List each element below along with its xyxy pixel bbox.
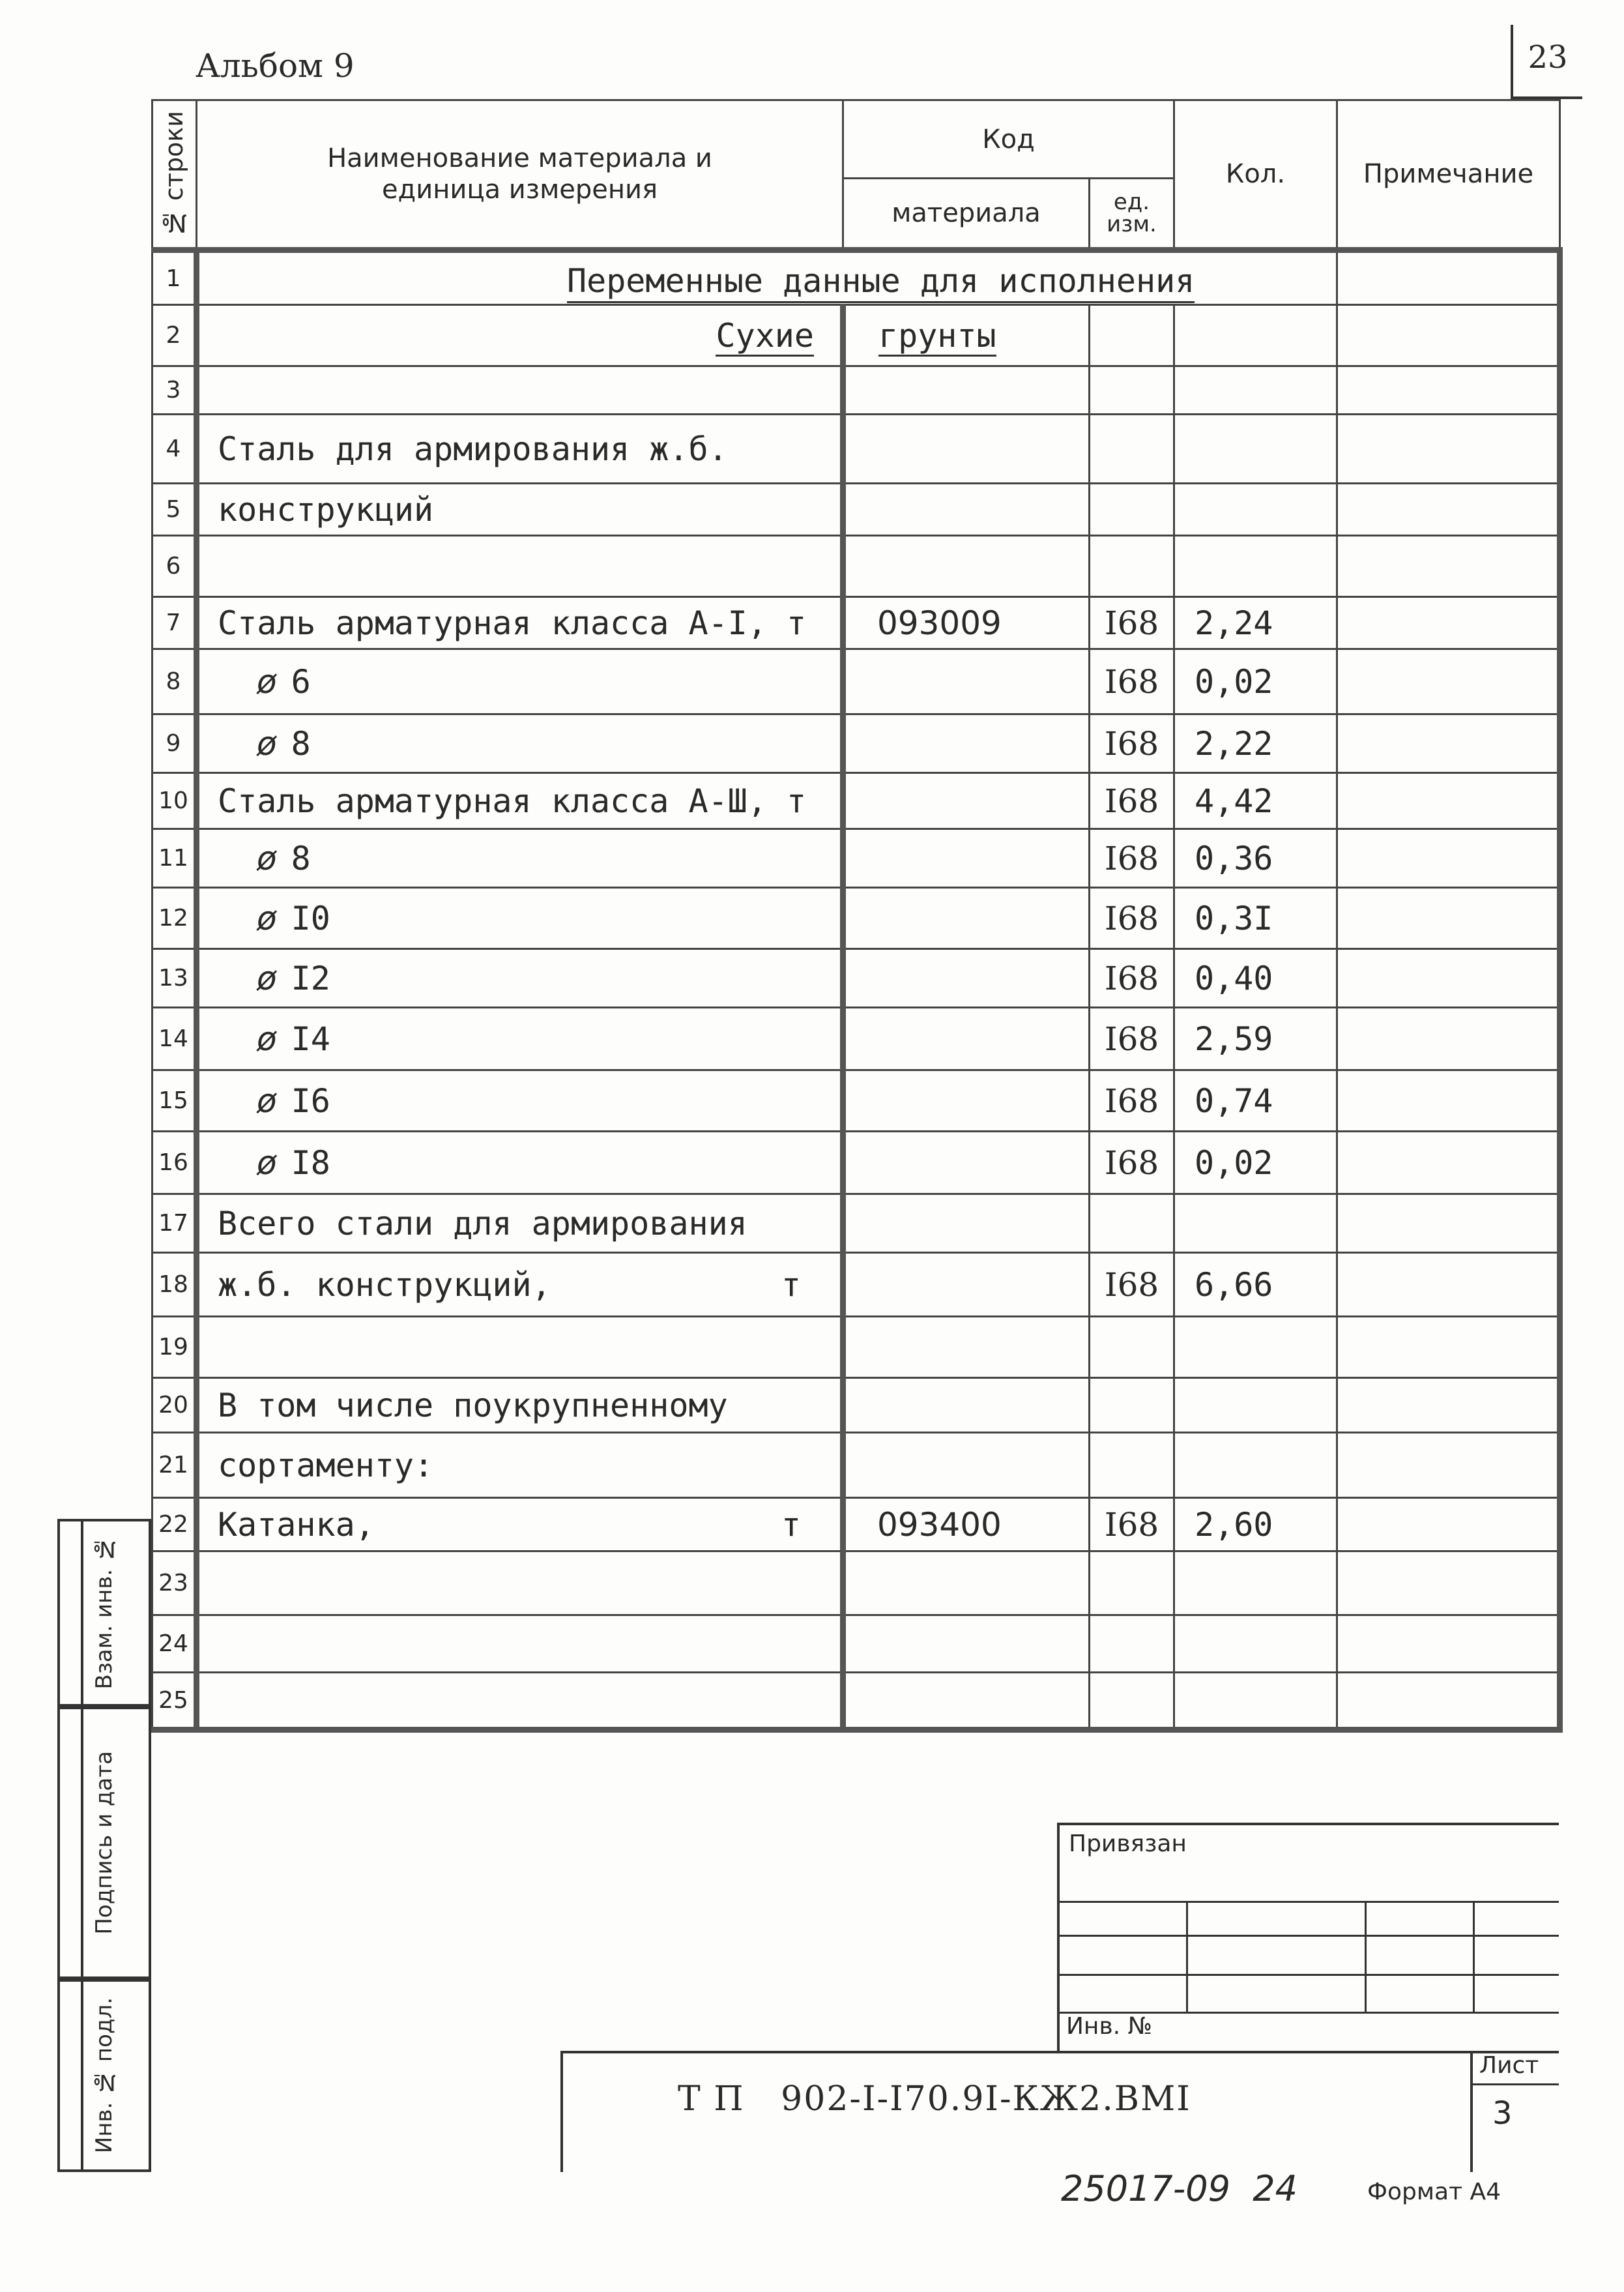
- note-cell: [1337, 1132, 1560, 1194]
- quantity: 0,36: [1174, 829, 1337, 888]
- quantity: [1174, 1615, 1337, 1673]
- table-row: [152, 1433, 1560, 1498]
- material-code: [843, 415, 1090, 484]
- col-header-row-no: № строки: [152, 100, 197, 250]
- unit-code: I68: [1090, 1070, 1174, 1132]
- unit-code: I68: [1090, 714, 1174, 773]
- diameter-value: I6: [291, 1081, 330, 1120]
- material-code: [843, 1194, 1090, 1253]
- note-cell: [1337, 250, 1560, 305]
- sheet-label: Лист: [1479, 2052, 1539, 2079]
- note-cell: [1337, 888, 1560, 949]
- material-name: сортаменту:: [197, 1433, 843, 1498]
- diameter-value: I0: [291, 899, 330, 937]
- note-cell: [1337, 536, 1560, 597]
- stamp-vzam-inv: Взам. инв. №: [57, 1519, 151, 1707]
- diameter-value: I2: [291, 959, 330, 997]
- note-cell: [1337, 1378, 1560, 1433]
- row-number: 3: [152, 366, 197, 415]
- title-line: [560, 2051, 1559, 2053]
- table-row: [152, 484, 1560, 536]
- material-code: [843, 1070, 1090, 1132]
- unit-code: [1090, 484, 1174, 536]
- note-cell: [1337, 1498, 1560, 1551]
- quantity: [1174, 1317, 1337, 1378]
- material-name: [197, 829, 843, 888]
- unit-code: I68: [1090, 1253, 1174, 1317]
- title-line: [1057, 1974, 1559, 1976]
- note-cell: [1337, 1253, 1560, 1317]
- row-number: 4: [152, 415, 197, 484]
- row-number: 7: [152, 597, 197, 649]
- material-name: [197, 1070, 843, 1132]
- row-number: 24: [152, 1615, 197, 1673]
- material-code: [843, 714, 1090, 773]
- inv-label: Инв. №: [1066, 2013, 1153, 2040]
- col-header-code: Код: [843, 100, 1174, 179]
- row-number: 16: [152, 1132, 197, 1194]
- table-row: [152, 536, 1560, 597]
- diameter-value: I8: [291, 1143, 330, 1182]
- unit-code: I68: [1090, 829, 1174, 888]
- unit-code: [1090, 1433, 1174, 1498]
- unit-code: I68: [1090, 597, 1174, 649]
- unit-code: [1090, 1673, 1174, 1730]
- material-code: [843, 1433, 1090, 1498]
- quantity: 0,3I: [1174, 888, 1337, 949]
- quantity: 2,60: [1174, 1498, 1337, 1551]
- col-header-name: Наименование материала и единица измерения: [197, 100, 843, 250]
- material-code: [843, 484, 1090, 536]
- diameter-value: 8: [291, 724, 311, 763]
- row-number: 25: [152, 1673, 197, 1730]
- diameter-icon: ø: [257, 724, 277, 763]
- title-line: [1057, 1935, 1559, 1937]
- row-number: 14: [152, 1008, 197, 1070]
- unit-code: [1090, 1615, 1174, 1673]
- quantity: [1174, 1551, 1337, 1615]
- quantity: [1174, 536, 1337, 597]
- row-number: 17: [152, 1194, 197, 1253]
- unit-code: I68: [1090, 949, 1174, 1008]
- quantity: [1174, 484, 1337, 536]
- unit-code: I68: [1090, 1008, 1174, 1070]
- col-header-code-unit: ед. изм.: [1090, 179, 1174, 250]
- quantity: 2,24: [1174, 597, 1337, 649]
- diameter-value: I4: [291, 1020, 330, 1058]
- material-code: [843, 949, 1090, 1008]
- material-name: [197, 1008, 843, 1070]
- row-number: 19: [152, 1317, 197, 1378]
- table-row: [152, 1498, 1560, 1551]
- note-cell: [1337, 1070, 1560, 1132]
- unit-code: [1090, 366, 1174, 415]
- unit-code: I68: [1090, 773, 1174, 829]
- quantity: [1174, 1433, 1337, 1498]
- note-cell: [1337, 829, 1560, 888]
- material-name: [197, 888, 843, 949]
- material-name: [197, 714, 843, 773]
- row-number: 10: [152, 773, 197, 829]
- note-cell: [1337, 1008, 1560, 1070]
- table-row: [152, 1070, 1560, 1132]
- unit-code: I68: [1090, 1498, 1174, 1551]
- row-number: 5: [152, 484, 197, 536]
- table-row: [152, 1317, 1560, 1378]
- unit-cell: [1090, 305, 1174, 366]
- unit-code: [1090, 536, 1174, 597]
- table-row: [152, 597, 1560, 649]
- title-line: [1365, 1901, 1367, 2013]
- note-cell: [1337, 1317, 1560, 1378]
- table-body: [152, 250, 1560, 1730]
- sheet-number: 3: [1492, 2095, 1513, 2132]
- unit-code: I68: [1090, 649, 1174, 714]
- unit-suffix: т: [781, 1505, 801, 1544]
- title-line: [1470, 2083, 1559, 2085]
- qty-cell: [1174, 305, 1337, 366]
- title-line: [1186, 1901, 1188, 2013]
- quantity: 6,66: [1174, 1253, 1337, 1317]
- material-name: Сталь арматурная класса А-Ш, т: [197, 773, 843, 829]
- material-name: В том числе поукрупненному: [197, 1378, 843, 1433]
- material-code: [843, 366, 1090, 415]
- material-code: [843, 1378, 1090, 1433]
- materials-table: [151, 99, 1563, 1733]
- stamp-divider: [81, 1519, 83, 2172]
- title-line: [1057, 1823, 1559, 1825]
- material-name: Всего стали для армирования: [197, 1194, 843, 1253]
- note-cell: [1337, 949, 1560, 1008]
- table-row: [152, 1132, 1560, 1194]
- col-header-qty: Кол.: [1174, 100, 1337, 250]
- material-name: Сталь арматурная класса А-I, т: [197, 597, 843, 649]
- unit-code: [1090, 1194, 1174, 1253]
- quantity: [1174, 1673, 1337, 1730]
- table-row: [152, 1551, 1560, 1615]
- table-row: [152, 366, 1560, 415]
- quantity: 0,74: [1174, 1070, 1337, 1132]
- table-row: [152, 1008, 1560, 1070]
- row-number: 1: [152, 250, 197, 305]
- diameter-icon: ø: [257, 899, 277, 937]
- stamp-inv-podl: Инв. № подл.: [57, 1979, 151, 2172]
- document-designation: Т П 902-I-I70.9I-КЖ2.ВМI: [678, 2079, 1191, 2119]
- table-row: [152, 305, 1560, 366]
- table-row: [152, 714, 1560, 773]
- material-code: [843, 1253, 1090, 1317]
- table-row: [152, 250, 1560, 305]
- material-name: [197, 949, 843, 1008]
- heading-dry: Сухие: [197, 305, 843, 366]
- unit-code: [1090, 1551, 1174, 1615]
- title-line: [560, 2051, 563, 2172]
- page-number-box: [1511, 25, 1582, 99]
- unit-code: [1090, 415, 1174, 484]
- note-cell: [1337, 484, 1560, 536]
- note-cell: [1337, 649, 1560, 714]
- row-number: 22: [152, 1498, 197, 1551]
- material-name: [197, 649, 843, 714]
- table-row: [152, 1615, 1560, 1673]
- title-line: [1473, 1901, 1475, 2013]
- album-label: Альбом 9: [196, 47, 355, 85]
- quantity: 0,40: [1174, 949, 1337, 1008]
- unit-code: I68: [1090, 888, 1174, 949]
- table-row: [152, 949, 1560, 1008]
- row-number: 6: [152, 536, 197, 597]
- diameter-icon: ø: [257, 839, 277, 877]
- row-number: 15: [152, 1070, 197, 1132]
- material-name: [197, 1673, 843, 1730]
- table-row: [152, 1194, 1560, 1253]
- material-code: [843, 1008, 1090, 1070]
- material-name: Катанка, т: [197, 1498, 843, 1551]
- material-code: [843, 888, 1090, 949]
- note-cell: [1337, 415, 1560, 484]
- diameter-icon: ø: [257, 662, 277, 701]
- diameter-value: 8: [291, 839, 311, 877]
- material-code: 093400: [843, 1498, 1090, 1551]
- row-number: 21: [152, 1433, 197, 1498]
- table-row: [152, 415, 1560, 484]
- table-row: [152, 888, 1560, 949]
- title-line: [1057, 1823, 1060, 2051]
- row-number: 13: [152, 949, 197, 1008]
- quantity: 2,22: [1174, 714, 1337, 773]
- table-row: [152, 773, 1560, 829]
- material-name: [197, 1132, 843, 1194]
- material-code: [843, 773, 1090, 829]
- unit-code: [1090, 1317, 1174, 1378]
- title-line: [1057, 1901, 1559, 1903]
- stamp-podpis-data: Подпись и дата: [57, 1707, 151, 1979]
- note-cell: [1337, 1194, 1560, 1253]
- format-label: Формат А4: [1367, 2179, 1501, 2205]
- diameter-icon: ø: [257, 1081, 277, 1120]
- material-name: ж.б. конструкций, т: [197, 1253, 843, 1317]
- note-cell: [1337, 366, 1560, 415]
- row-number: 20: [152, 1378, 197, 1433]
- row-number: 18: [152, 1253, 197, 1317]
- page-number: 23: [1528, 39, 1568, 76]
- material-code: [843, 1673, 1090, 1730]
- quantity: [1174, 366, 1337, 415]
- row-number: 11: [152, 829, 197, 888]
- material-name: [197, 366, 843, 415]
- handwritten-code: 25017-09 24: [1061, 2168, 1298, 2209]
- unit-suffix: т: [781, 1265, 801, 1304]
- quantity: [1174, 1378, 1337, 1433]
- note-cell: [1337, 1615, 1560, 1673]
- row-number: 9: [152, 714, 197, 773]
- col-header-note: Примечание: [1337, 100, 1560, 250]
- table-row: [152, 1673, 1560, 1730]
- row-number: 8: [152, 649, 197, 714]
- table-row: [152, 1378, 1560, 1433]
- note-cell: [1337, 597, 1560, 649]
- material-name: [197, 536, 843, 597]
- quantity: 2,59: [1174, 1008, 1337, 1070]
- title-line: [1470, 2051, 1473, 2172]
- table-row: [152, 1253, 1560, 1317]
- quantity: [1174, 1194, 1337, 1253]
- material-code: [843, 829, 1090, 888]
- material-code: [843, 1615, 1090, 1673]
- diameter-icon: ø: [257, 959, 277, 997]
- diameter-value: 6: [291, 662, 311, 701]
- material-code: [843, 649, 1090, 714]
- col-header-code-material: материала: [843, 179, 1090, 250]
- material-name: [197, 1615, 843, 1673]
- row-number: 23: [152, 1551, 197, 1615]
- note-cell: [1337, 773, 1560, 829]
- note-cell: [1337, 1433, 1560, 1498]
- unit-code: [1090, 1378, 1174, 1433]
- heading-cell-1: [197, 250, 1337, 305]
- heading-soils: грунты: [843, 305, 1090, 366]
- quantity: 0,02: [1174, 649, 1337, 714]
- row-number: 12: [152, 888, 197, 949]
- material-code: [843, 1132, 1090, 1194]
- note-cell: [1337, 714, 1560, 773]
- unit-code: I68: [1090, 1132, 1174, 1194]
- row-number: 2: [152, 305, 197, 366]
- table-row: [152, 829, 1560, 888]
- quantity: 0,02: [1174, 1132, 1337, 1194]
- quantity: 4,42: [1174, 773, 1337, 829]
- material-name: конструкций: [197, 484, 843, 536]
- material-name: Сталь для армирования ж.б.: [197, 415, 843, 484]
- table-row: [152, 649, 1560, 714]
- tied-label: Привязан: [1069, 1830, 1187, 1857]
- note-cell: [1337, 1551, 1560, 1615]
- material-code: [843, 536, 1090, 597]
- diameter-icon: ø: [257, 1020, 277, 1058]
- material-code: [843, 1551, 1090, 1615]
- material-code: [843, 1317, 1090, 1378]
- heading-variable-data: Переменные данные для исполнения: [567, 262, 1195, 303]
- note-cell: [1337, 1673, 1560, 1730]
- material-name: [197, 1551, 843, 1615]
- material-name: [197, 1317, 843, 1378]
- quantity: [1174, 415, 1337, 484]
- diameter-icon: ø: [257, 1143, 277, 1182]
- material-code: 093009: [843, 597, 1090, 649]
- note-cell: [1337, 305, 1560, 366]
